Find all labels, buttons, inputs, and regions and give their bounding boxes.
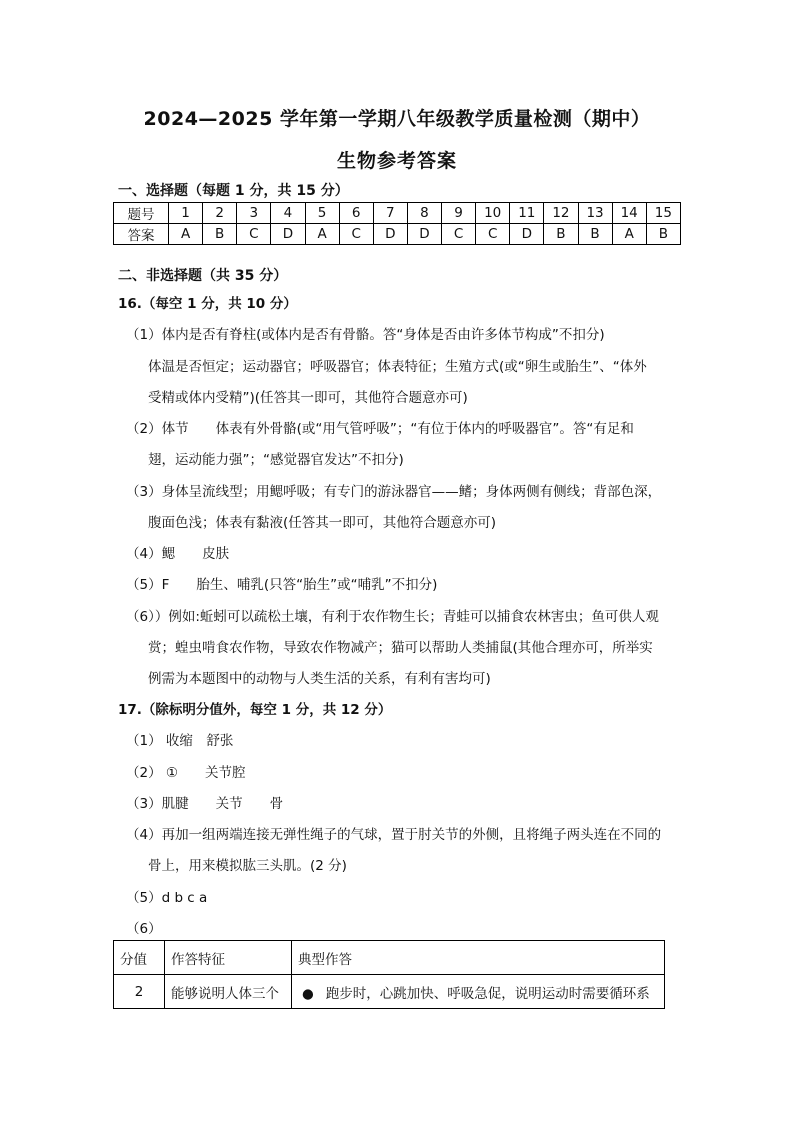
q16-heading: 16.（每空 1 分，共 10 分） xyxy=(118,296,297,312)
rubric-header-example: 典型作答 xyxy=(292,941,665,975)
question-number: 11 xyxy=(510,203,544,224)
q16-answer-line: 体温是否恒定；运动器官；呼吸器官；体表特征；生殖方式(或“卵生或胎生”、“体外 xyxy=(148,359,647,375)
rubric-header-row xyxy=(114,941,665,975)
question-number: 7 xyxy=(373,203,407,224)
question-number: 14 xyxy=(612,203,646,224)
q17-answer-line: （2） ① 关节腔 xyxy=(126,765,246,781)
q16-answer-line: 腹面色浅；体表有黏液(任答其一即可，其他符合题意亦可) xyxy=(148,515,497,531)
answer-cell: C xyxy=(237,224,271,245)
q16-answer-line: （6））例如:蚯蚓可以疏松土壤，有利于农作物生长；青蛙可以捕食农林害虫；鱼可供人观 xyxy=(126,609,659,625)
question-number: 2 xyxy=(203,203,237,224)
q16-answer-line: （2）体节 体表有外骨骼(或“用气管呼吸”；“有位于体内的呼吸器官”。答“有足和 xyxy=(126,421,634,437)
document-subtitle: 生物参考答案 xyxy=(336,150,457,172)
q17-answer-line: （3）肌腱 关节 骨 xyxy=(126,796,284,812)
question-number: 5 xyxy=(305,203,339,224)
question-number: 4 xyxy=(271,203,305,224)
answer-cell: D xyxy=(407,224,441,245)
q17-answer-line: （4）再加一组两端连接无弹性绳子的气球，置于肘关节的外侧，且将绳子两头连在不同的 xyxy=(126,827,662,843)
question-number: 13 xyxy=(578,203,612,224)
answer-cell: A xyxy=(305,224,339,245)
question-number-row xyxy=(114,203,681,224)
q16-answer-line: （1）体内是否有脊柱(或体内是否有骨骼。答“身体是否由许多体节构成”不扣分) xyxy=(126,327,605,343)
rubric-feature: 能够说明人体三个 xyxy=(165,975,292,1009)
rubric-example: 跑步时，心跳加快、呼吸急促，说明运动时需要循环系 xyxy=(325,985,650,1002)
answer-cell: C xyxy=(476,224,510,245)
rubric-score: 2 xyxy=(114,975,165,1009)
answer-cell: D xyxy=(510,224,544,245)
q16-answer-line: （4）鳃 皮肤 xyxy=(126,546,230,562)
q17-answer-line: （1） 收缩 舒张 xyxy=(126,733,234,749)
bullet-icon: ● xyxy=(302,985,314,1002)
answer-cell: C xyxy=(339,224,373,245)
question-number: 8 xyxy=(407,203,441,224)
answer-cell: B xyxy=(578,224,612,245)
q17-answer-line: （6） xyxy=(126,921,162,937)
answer-cell: B xyxy=(646,224,680,245)
q16-answer-line: 受精或体内受精”)(任答其一即可，其他符合题意亦可) xyxy=(148,390,468,406)
row-label-answer: 答案 xyxy=(114,224,169,245)
answer-cell: D xyxy=(271,224,305,245)
rubric-header-feature: 作答特征 xyxy=(165,941,292,975)
answer-cell: D xyxy=(373,224,407,245)
rubric-row xyxy=(114,975,665,1009)
rubric-header-score: 分值 xyxy=(114,941,165,975)
q16-answer-line: 例需为本题图中的动物与人类生活的关系，有利有害均可) xyxy=(148,671,491,687)
answer-cell: A xyxy=(169,224,203,245)
answer-cell: C xyxy=(442,224,476,245)
question-number: 1 xyxy=(169,203,203,224)
multiple-choice-answer-table xyxy=(113,202,681,245)
section1-heading: 一、选择题（每题 1 分，共 15 分） xyxy=(118,183,349,199)
q16-answer-line: 翅，运动能力强”；“感觉器官发达”不扣分) xyxy=(148,452,404,468)
q17-answer-line: 骨上，用来模拟肱三头肌。(2 分) xyxy=(148,858,347,874)
section2-heading: 二、非选择题（共 35 分） xyxy=(118,268,288,284)
question-number: 10 xyxy=(476,203,510,224)
q16-answer-line: （3）身体呈流线型；用鳃呼吸；有专门的游泳器官——鳍；身体两侧有侧线；背部色深， xyxy=(126,484,662,500)
q17-answer-line: （5）d b c a xyxy=(126,890,208,906)
scoring-rubric-table xyxy=(113,940,665,1009)
q16-answer-line: 赏；蝗虫啃食农作物，导致农作物减产；猫可以帮助人类捕鼠(其他合理亦可，所举实 xyxy=(148,640,653,656)
row-label-number: 题号 xyxy=(114,203,169,224)
question-number: 6 xyxy=(339,203,373,224)
q17-heading: 17.（除标明分值外，每空 1 分，共 12 分） xyxy=(118,702,392,718)
answer-cell: B xyxy=(544,224,578,245)
q16-answer-line: （5）F 胎生、哺乳(只答“胎生”或“哺乳”不扣分) xyxy=(126,577,438,593)
question-number: 9 xyxy=(442,203,476,224)
answer-cell: B xyxy=(203,224,237,245)
question-number: 12 xyxy=(544,203,578,224)
answer-cell: A xyxy=(612,224,646,245)
rubric-example-cell xyxy=(292,975,665,1009)
question-number: 15 xyxy=(646,203,680,224)
answer-row xyxy=(114,224,681,245)
document-title: 2024—2025 学年第一学期八年级教学质量检测（期中） xyxy=(143,108,651,130)
question-number: 3 xyxy=(237,203,271,224)
